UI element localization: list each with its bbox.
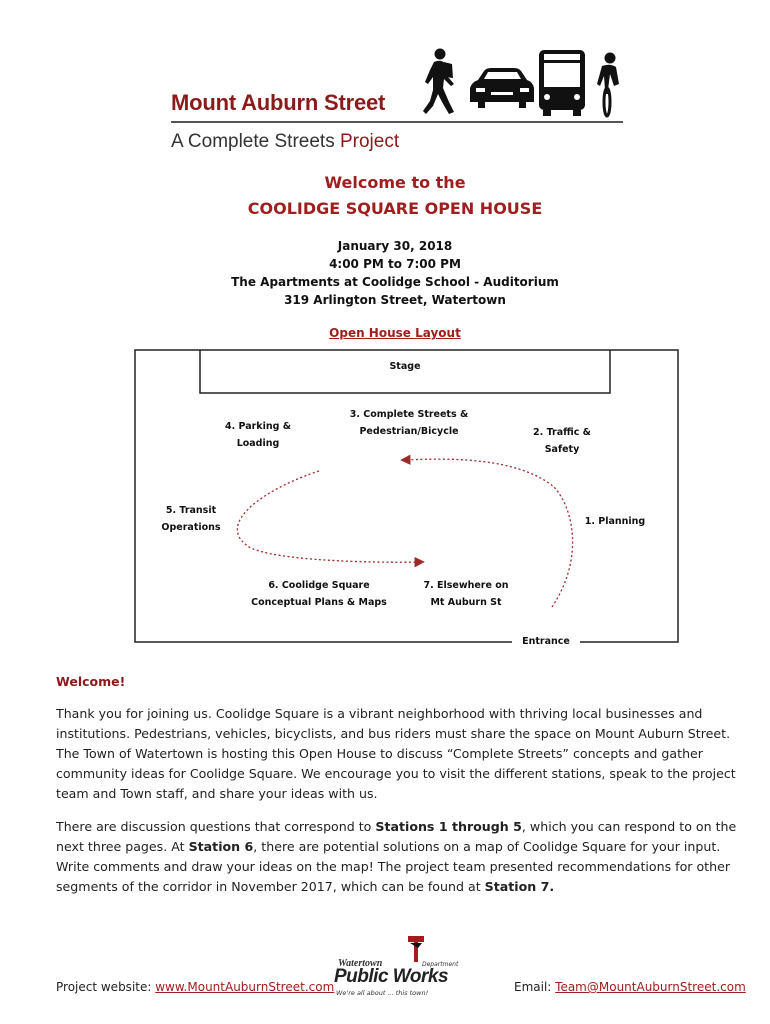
station-3-label [344,406,474,440]
para2-text-a: There are discussion questions that correspond to [56,819,376,834]
station-3-line2: Pedestrian/Bicycle [359,426,459,437]
page-title: Mount Auburn Street [171,90,386,115]
para2-text-c: , which you can respond to on the next three pages. At [56,819,737,854]
header-icons [418,44,623,120]
logo-top-text: Watertown [338,958,383,969]
email-label: Email: [514,980,556,994]
station-2-label [512,424,612,458]
station-6-label [239,577,399,611]
entrance-label: Entrance [522,636,570,647]
station-1-label: 1. Planning [584,516,646,527]
car-icon [470,68,534,108]
welcome-paragraph-1: Thank you for joining us. Coolidge Square is a vibrant neighborhood with thriving local businesses and institutions. Pedestrians, vehicles, bicyclists, and bus riders must share the space on Mount Auburn Street. The Town of Watertown is hosting this Open House to discuss “Complete Streets” concepts and gather community ideas for Coolidge Square. We encourage you to visit the different stations, speak to the project team and Town staff, and share your ideas with us. [56,706,736,801]
email-link[interactable]: Team@MountAuburnStreet.com [555,980,746,994]
floor-plan [134,349,680,649]
station-6-line2: Conceptual Plans & Maps [251,597,387,608]
event-time: 4:00 PM to 7:00 PM [329,257,461,271]
station-2-line2: Safety [544,444,580,455]
station-7-label [406,577,526,611]
station-4-line1: 4. Parking & [224,421,292,432]
website-label: Project website: [56,980,156,994]
station-5-line1: 5. Transit [165,505,217,516]
station-4-label [208,418,308,452]
para2-station-6: Station 6 [188,839,254,854]
event-venue: The Apartments at Coolidge School - Auditorium [231,275,559,289]
welcome-heading: Welcome! [56,674,126,689]
para2-stations-1-5: Stations 1 through 5 [375,819,522,834]
footer-email [514,980,746,994]
subtitle-text: A Complete Streets [171,131,340,152]
public-works-logo [334,936,468,1000]
event-address: 319 Arlington Street, Watertown [284,293,506,307]
station-5-line2: Operations [161,522,221,533]
page-subtitle [171,131,399,153]
pedestrian-icon [423,49,454,115]
subtitle-emphasis: Project [339,131,400,152]
welcome-line: Welcome to the [324,173,466,192]
website-link[interactable]: www.MountAuburnStreet.com [155,980,335,994]
para2-text-e: , there are potential solutions on a map of Coolidge Square for your input. Write comments and draw your ideas on the map! The project team presented recommendations for other segments of the corridor in November 2017, which can be found at [56,839,731,894]
station-3-line1: 3. Complete Streets & [349,409,469,420]
footer-website [56,980,334,994]
logo-main-text: Public Works [334,966,449,987]
event-date: January 30, 2018 [337,239,453,253]
station-7-line2: Mt Auburn St [430,597,502,608]
station-7-line1: 7. Elsewhere on [423,580,509,591]
para2-station-7: Station 7. [484,879,555,894]
logo-dept-text: Department [422,961,459,968]
layout-title: Open House Layout [329,326,461,340]
bus-icon [539,50,585,116]
event-name: COOLIDGE SQUARE OPEN HOUSE [247,199,543,218]
logo-tagline: We're all about ... this town! [336,989,429,997]
station-6-line1: 6. Coolidge Square [268,580,370,591]
station-4-line2: Loading [236,438,280,449]
stage-label: Stage [389,361,421,372]
flow-arrow-left [237,471,421,562]
title-divider [171,121,623,123]
cyclist-icon [597,53,619,117]
welcome-paragraph-2 [56,817,746,897]
station-5-label [148,502,234,536]
station-2-line1: 2. Traffic & [533,427,591,438]
